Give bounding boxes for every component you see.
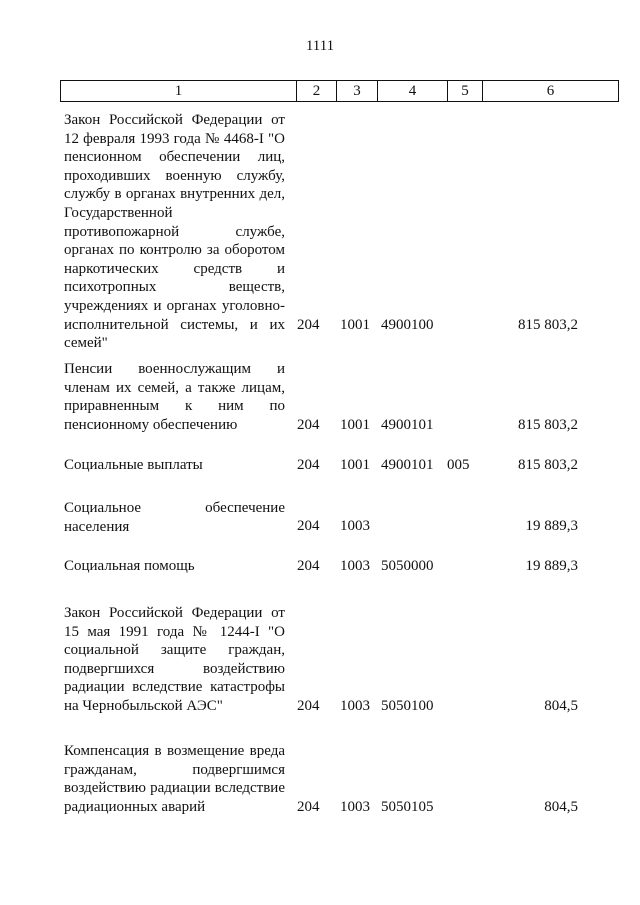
cell-col2: 204	[297, 698, 320, 714]
cell-col4: 5050000	[381, 558, 434, 574]
cell-col4: 5050105	[381, 799, 434, 815]
row-name: Социальное обеспечение населения	[64, 500, 285, 535]
cell-col6: 815 803,2	[518, 417, 578, 433]
cell-col4: 5050100	[381, 698, 434, 714]
col-header-2: 2	[297, 81, 337, 102]
col-header-1: 1	[61, 81, 297, 102]
row-name: Закон Российской Федерации от 15 мая 1991 года № 1244-I "О социальной защите граждан, подвергшихся воздействию радиации вследствие катастрофы на Чернобыльской АЭС"	[64, 605, 285, 714]
column-header-row	[61, 81, 619, 102]
col-header-3: 3	[337, 81, 378, 102]
cell-col3: 1003	[340, 558, 370, 574]
cell-col4: 4900101	[381, 417, 434, 433]
row-name: Закон Российской Федерации от 12 февраля 1993 года № 4468-I "О пенсионном обеспечении лиц, проходивших военную службу, службу в органах внутренних дел, Государственной противопожарной службе, органах по контролю за оборотом наркотических средств и психотропных веществ, учреждениях и органах уголовно-исполнительной системы, и их семей"	[64, 112, 285, 352]
cell-col3: 1001	[340, 417, 370, 433]
cell-col2: 204	[297, 518, 320, 534]
page-number: 1111	[305, 38, 335, 54]
row-name: Компенсация в возмещение вреда гражданам, подвергшимся воздействию радиации вследствие радиационных аварий	[64, 743, 285, 815]
col-header-5: 5	[448, 81, 483, 102]
cell-col6: 804,5	[544, 698, 578, 714]
cell-col6: 804,5	[544, 799, 578, 815]
cell-col2: 204	[297, 317, 320, 333]
col-header-6: 6	[483, 81, 619, 102]
cell-col3: 1003	[340, 698, 370, 714]
row-name: Социальные выплаты	[64, 457, 203, 473]
cell-col3: 1003	[340, 799, 370, 815]
cell-col6: 19 889,3	[525, 558, 578, 574]
cell-col2: 204	[297, 558, 320, 574]
cell-col6: 815 803,2	[518, 317, 578, 333]
cell-col5: 005	[447, 457, 470, 473]
cell-col4: 4900100	[381, 317, 434, 333]
col-header-4: 4	[378, 81, 448, 102]
column-header-table	[60, 80, 619, 102]
row-name: Пенсии военнослужащим и членам их семей, а также лицам, приравненным к ним по пенсионному обеспечению	[64, 361, 285, 433]
cell-col2: 204	[297, 457, 320, 473]
cell-col2: 204	[297, 799, 320, 815]
cell-col2: 204	[297, 417, 320, 433]
row-name: Социальная помощь	[64, 558, 195, 574]
cell-col3: 1003	[340, 518, 370, 534]
cell-col6: 815 803,2	[518, 457, 578, 473]
cell-col6: 19 889,3	[525, 518, 578, 534]
cell-col3: 1001	[340, 457, 370, 473]
cell-col4: 4900101	[381, 457, 434, 473]
cell-col3: 1001	[340, 317, 370, 333]
